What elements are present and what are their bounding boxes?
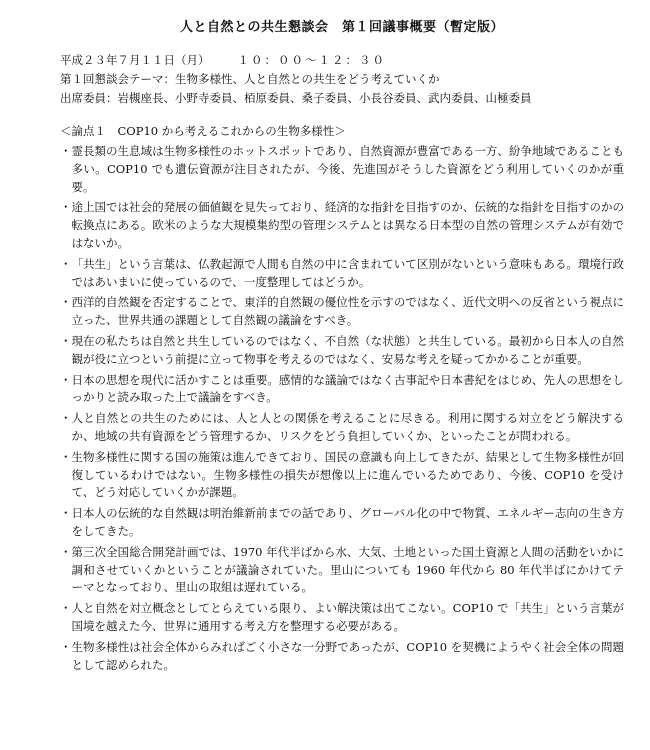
bullet-item [60,372,624,408]
bullet-item [60,505,624,541]
bullet-mark: ・ [60,449,72,464]
bullet-item [60,199,624,252]
bullet-mark: ・ [60,544,72,559]
bullet-text: 途上国では社会的発展の価値観を見失っており、経済的な指針を目指すのか、伝統的な指針を目指すのかの転換点にある。欧米のような大規模集約型の管理システムとは異なる日本型の自然の管理システムが有効ではないか。 [71,200,624,250]
meeting-datetime [60,51,624,70]
bullet-mark: ・ [60,200,72,215]
bullet-mark: ・ [60,506,72,521]
bullet-text: 第三次全国総合開発計画では、1970 年代半ばから水、大気、土地といった国土資源と人間の活動をいかに調和させていくかということが議論されていた。里山についても 1960 年代から 80 年代半ばにかけてテーマとなっており、里山の取組は遅れている。 [71,544,624,595]
bullet-text: 人と自然との共生のためには、人と人との関係を考えることに尽きる。利用に関する対立をどう解決するか、地域の共有資源をどう管理するか、リスクをどう負担していくか、といったことが問われる。 [71,411,624,443]
bullet-mark: ・ [60,333,72,348]
bullet-item [60,256,624,292]
bullet-mark: ・ [60,256,72,271]
meeting-date: 平成２３年７月１１日（月） [60,53,210,67]
document-title: 人と自然との共生懇談会 第１回議事概要（暫定版） [179,20,504,35]
bullet-item [60,639,624,675]
bullet-mark: ・ [60,639,72,654]
bullet-text: 生物多様性は社会全体からみればごく小さな一分野であったが、COP10 を契機にようやく社会全体の問題として認められた。 [71,639,624,672]
bullet-item [60,410,624,446]
bullet-item [60,544,624,597]
bullet-mark: ・ [60,144,72,158]
bullet-item [60,600,624,636]
bullet-mark: ・ [60,372,72,387]
bullet-text: 生物多様性に関する国の施策は進んできており、国民の意識も向上してきたが、結果として生物多様性が回復しているわけではない。生物多様性の損失が想像以上に進んでいるためであり、今後、COP10 を受けて、どう対応していくかが課題。 [71,449,624,500]
bullet-item [60,143,624,196]
bullet-mark: ・ [60,601,72,616]
bullet-item [60,294,624,330]
bullet-item [60,333,624,369]
bullet-list [60,143,624,674]
bullet-text: 現在の私たちは自然と共生しているのではなく、不自然（な状態）と共生している。最初から日本人の自然観が役に立つという前提に立って物事を考えるのではなく、安易な考えを疑ってかかることが重要。 [71,333,624,366]
bullet-mark: ・ [60,411,72,426]
bullet-text: 「共生」という言葉は、仏教起源で人間も自然の中に含まれていて区別がないという意味もある。環境行政ではあいまいに使っているので、一度整理してはどうか。 [71,256,624,289]
bullet-text: 日本人の伝統的な自然観は明治維新前までの話であり、グローバル化の中で物質、エネルギー志向の生き方をしてきた。 [71,506,624,538]
bullet-text: 西洋的自然観を否定することで、東洋的自然観の優位性を示すのではなく、近代文明への反省という視点に立った、世界共通の課題として自然観の議論をすべき。 [71,295,624,328]
bullet-text: 霊長類の生息域は生物多様性のホットスポットであり、自然資源が豊富である一方、紛争地域であることも多い。COP10 でも遺伝資源が注目されたが、今後、先進国がそうした資源をどう利用していくのかが重要。 [71,144,624,194]
bullet-mark: ・ [60,295,72,310]
bullet-text: 日本の思想を現代に活かすことは重要。感情的な議論ではなく古事記や日本書紀をはじめ、先人の思想をしっかりと読み取った上で議論をすべき。 [71,372,624,405]
attendees-line: 出席委員：岩槻座長、小野寺委員、栢原委員、桑子委員、小長谷委員、武内委員、山極委員 [60,91,532,105]
bullet-text: 人と自然を対立概念としてとらえている限り、よい解決策は出てこない。COP10 で「共生」という言葉が国境を越えた今、世界に通用する考え方を整理する必要がある。 [71,601,624,633]
section-heading: ＜論点１ COP10 から考えるこれからの生物多様性＞ [60,124,346,138]
bullet-item [60,449,624,502]
meeting-time: １０：００〜１２：３０ [237,53,386,67]
meeting-theme: 第１回懇談会テーマ：生物多様性、人と自然との共生をどう考えていくか [60,72,440,86]
